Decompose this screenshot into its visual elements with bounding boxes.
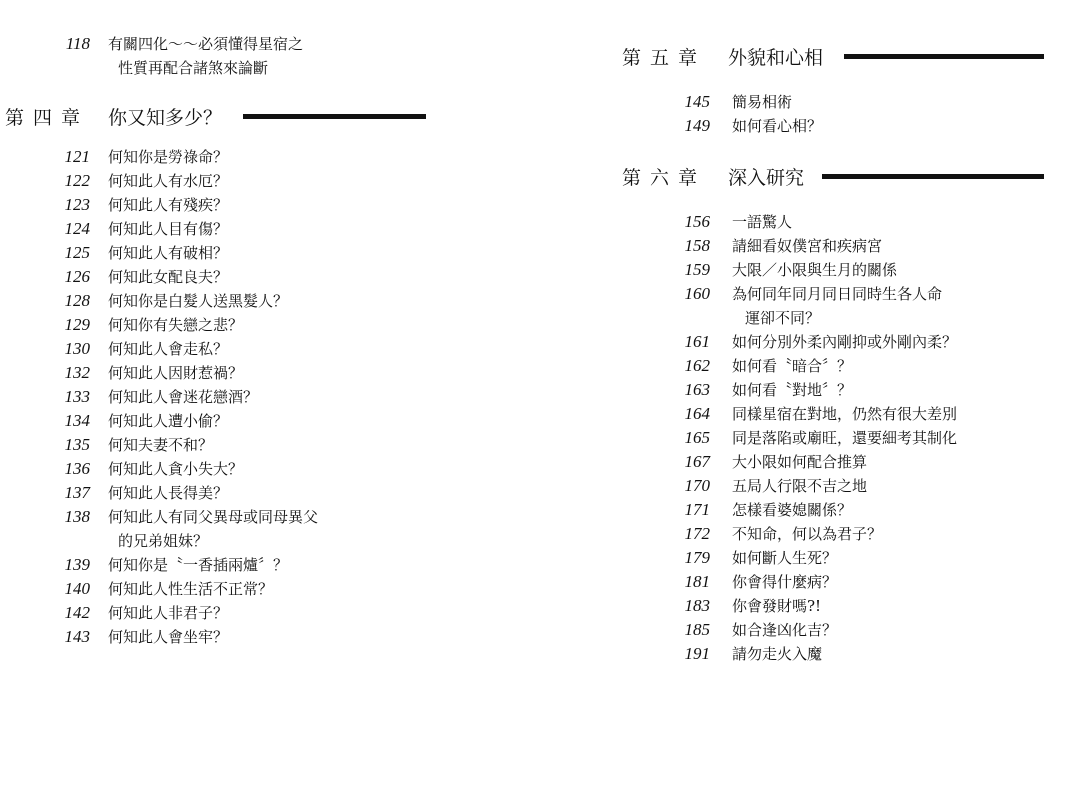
page-number: 163 bbox=[684, 380, 710, 399]
entry-title: 何知此人會迷花戀酒？ bbox=[108, 388, 259, 406]
chapter-heading bbox=[600, 163, 1069, 191]
chapter-title: 你又知多少？ bbox=[108, 107, 223, 129]
entry-title: 何知此人遭小偷？ bbox=[108, 412, 229, 430]
toc-entry bbox=[0, 601, 520, 625]
toc-entry bbox=[0, 409, 520, 433]
toc-entry bbox=[600, 282, 1069, 330]
toc-entry bbox=[600, 546, 1069, 570]
toc-entry bbox=[600, 570, 1069, 594]
page-number: 156 bbox=[684, 212, 710, 231]
toc-entry bbox=[600, 642, 1069, 666]
page-number: 125 bbox=[64, 243, 90, 262]
toc-entry bbox=[0, 433, 520, 457]
entry-title: 請勿走火入魔 bbox=[732, 645, 823, 663]
page-number: 118 bbox=[65, 34, 90, 53]
toc-entry bbox=[600, 426, 1069, 450]
page-number: 191 bbox=[684, 644, 710, 663]
entry-title: 何知此人性生活不正常？ bbox=[108, 580, 274, 598]
page-number: 185 bbox=[684, 620, 710, 639]
entry-title: 一語驚人 bbox=[732, 213, 793, 231]
page-number: 134 bbox=[64, 411, 90, 430]
page-number: 138 bbox=[64, 507, 90, 526]
toc-entry bbox=[0, 457, 520, 481]
page-number: 137 bbox=[64, 483, 90, 502]
entry-title-continued: 運卻不同？ bbox=[745, 309, 821, 327]
entry-title: 簡易相術 bbox=[732, 93, 793, 111]
toc-entry bbox=[0, 241, 520, 265]
entry-title: 何知你是〝一香插兩爐〞？ bbox=[108, 556, 289, 574]
chapter-heading bbox=[600, 43, 1069, 71]
toc-entry bbox=[600, 402, 1069, 426]
chapter-rule bbox=[822, 174, 1044, 179]
entry-title: 何知此人長得美？ bbox=[108, 484, 229, 502]
toc-entry bbox=[0, 313, 520, 337]
toc-entry bbox=[600, 114, 1069, 138]
toc-entry bbox=[0, 217, 520, 241]
toc-entry bbox=[600, 450, 1069, 474]
chapter-heading bbox=[0, 103, 520, 131]
chapter-number: 第五章 bbox=[622, 47, 707, 69]
page-number: 124 bbox=[64, 219, 90, 238]
entry-title: 何知你有失戀之悲？ bbox=[108, 316, 244, 334]
toc-entry bbox=[0, 505, 520, 553]
entry-title-continued: 性質再配合諸煞來論斷 bbox=[118, 59, 269, 77]
page-number: 171 bbox=[684, 500, 710, 519]
entry-title: 請細看奴僕宮和疾病宮 bbox=[732, 237, 883, 255]
toc-entry bbox=[0, 32, 520, 80]
toc-entry bbox=[0, 169, 520, 193]
entry-title: 何知此人因財惹禍？ bbox=[108, 364, 244, 382]
toc-entry bbox=[0, 289, 520, 313]
page-number: 161 bbox=[684, 332, 710, 351]
entry-title: 何知此人會走私？ bbox=[108, 340, 229, 358]
toc-entry bbox=[600, 594, 1069, 618]
page-number: 159 bbox=[684, 260, 710, 279]
toc-entry bbox=[600, 330, 1069, 354]
page-number: 121 bbox=[64, 147, 90, 166]
toc-entry bbox=[600, 378, 1069, 402]
entry-title: 何知此人有殘疾？ bbox=[108, 196, 229, 214]
page-number: 126 bbox=[64, 267, 90, 286]
entry-title: 如何看〝暗合〞？ bbox=[732, 357, 853, 375]
page-number: 158 bbox=[684, 236, 710, 255]
page-number: 162 bbox=[684, 356, 710, 375]
toc-entry bbox=[600, 210, 1069, 234]
toc-entry bbox=[600, 618, 1069, 642]
entry-title: 同是落陷或廟旺，還要細考其制化 bbox=[732, 429, 958, 447]
toc-entry bbox=[0, 145, 520, 169]
entry-title: 不知命，何以為君子？ bbox=[732, 525, 883, 543]
entry-title: 如合逢凶化吉？ bbox=[732, 621, 838, 639]
entry-title: 你會發財嗎?! bbox=[732, 597, 822, 615]
entry-title: 為何同年同月同日同時生各人命 bbox=[732, 285, 943, 303]
page-number: 170 bbox=[684, 476, 710, 495]
page-number: 183 bbox=[684, 596, 710, 615]
entry-title: 如何看心相？ bbox=[732, 117, 823, 135]
page-number: 143 bbox=[64, 627, 90, 646]
page-number: 172 bbox=[684, 524, 710, 543]
page-number: 149 bbox=[684, 116, 710, 135]
toc-entry bbox=[0, 193, 520, 217]
toc-entry bbox=[0, 481, 520, 505]
toc-entry bbox=[0, 361, 520, 385]
toc-entry bbox=[600, 354, 1069, 378]
page-number: 130 bbox=[64, 339, 90, 358]
entry-title: 何知此人有同父異母或同母異父 bbox=[108, 508, 319, 526]
page-number: 145 bbox=[684, 92, 710, 111]
page-number: 129 bbox=[64, 315, 90, 334]
chapter-number: 第四章 bbox=[5, 107, 90, 129]
chapter-rule bbox=[243, 114, 426, 119]
toc-entry bbox=[600, 90, 1069, 114]
entry-title: 五局人行限不吉之地 bbox=[732, 477, 868, 495]
page-number: 123 bbox=[64, 195, 90, 214]
entry-title: 如何分別外柔內剛抑或外剛內柔？ bbox=[732, 333, 958, 351]
page-number: 139 bbox=[64, 555, 90, 574]
page-number: 132 bbox=[64, 363, 90, 382]
page-number: 140 bbox=[64, 579, 90, 598]
page-number: 128 bbox=[64, 291, 90, 310]
entry-title: 你會得什麼病？ bbox=[732, 573, 838, 591]
entry-title: 如何斷人生死？ bbox=[732, 549, 838, 567]
toc-entry bbox=[0, 337, 520, 361]
toc-entry bbox=[600, 258, 1069, 282]
page-number: 142 bbox=[64, 603, 90, 622]
page-number: 164 bbox=[684, 404, 710, 423]
entry-title: 何知你是白髮人送黑髮人？ bbox=[108, 292, 289, 310]
chapter-title: 外貌和心相 bbox=[728, 47, 824, 69]
chapter-title: 深入研究 bbox=[728, 167, 805, 189]
entry-title: 同樣星宿在對地，仍然有很大差別 bbox=[732, 405, 958, 423]
entry-title: 何知此人目有傷？ bbox=[108, 220, 229, 238]
entry-title: 大小限如何配合推算 bbox=[732, 453, 868, 471]
entry-title: 有關四化～～必須懂得星宿之 bbox=[108, 35, 304, 53]
page-number: 122 bbox=[64, 171, 90, 190]
page-number: 167 bbox=[684, 452, 710, 471]
page-number: 160 bbox=[684, 284, 710, 303]
toc-entry bbox=[0, 553, 520, 577]
page-number: 165 bbox=[684, 428, 710, 447]
toc-entry bbox=[0, 265, 520, 289]
toc-entry bbox=[0, 577, 520, 601]
page-number: 179 bbox=[684, 548, 710, 567]
toc-entry bbox=[600, 498, 1069, 522]
toc-entry bbox=[600, 234, 1069, 258]
entry-title: 大限／小限與生月的關係 bbox=[732, 261, 898, 279]
entry-title: 何知此人會坐牢？ bbox=[108, 628, 229, 646]
entry-title: 怎樣看婆媳關係？ bbox=[732, 501, 853, 519]
page-number: 181 bbox=[684, 572, 710, 591]
entry-title: 如何看〝對地〞？ bbox=[732, 381, 853, 399]
toc-entry bbox=[0, 385, 520, 409]
toc-entry bbox=[0, 625, 520, 649]
toc-entry bbox=[600, 522, 1069, 546]
entry-title: 何知此人有水厄？ bbox=[108, 172, 229, 190]
page-number: 135 bbox=[64, 435, 90, 454]
page-number: 133 bbox=[64, 387, 90, 406]
page-number: 136 bbox=[64, 459, 90, 478]
entry-title: 何知此女配良夫？ bbox=[108, 268, 229, 286]
chapter-number: 第六章 bbox=[622, 167, 707, 189]
entry-title: 何知此人貪小失大？ bbox=[108, 460, 244, 478]
entry-title: 何知你是勞祿命？ bbox=[108, 148, 229, 166]
toc-entry bbox=[600, 474, 1069, 498]
entry-title: 何知此人有破相？ bbox=[108, 244, 229, 262]
entry-title-continued: 的兄弟姐妹？ bbox=[118, 532, 209, 550]
chapter-rule bbox=[844, 54, 1044, 59]
entry-title: 何知此人非君子？ bbox=[108, 604, 229, 622]
entry-title: 何知夫妻不和？ bbox=[108, 436, 214, 454]
